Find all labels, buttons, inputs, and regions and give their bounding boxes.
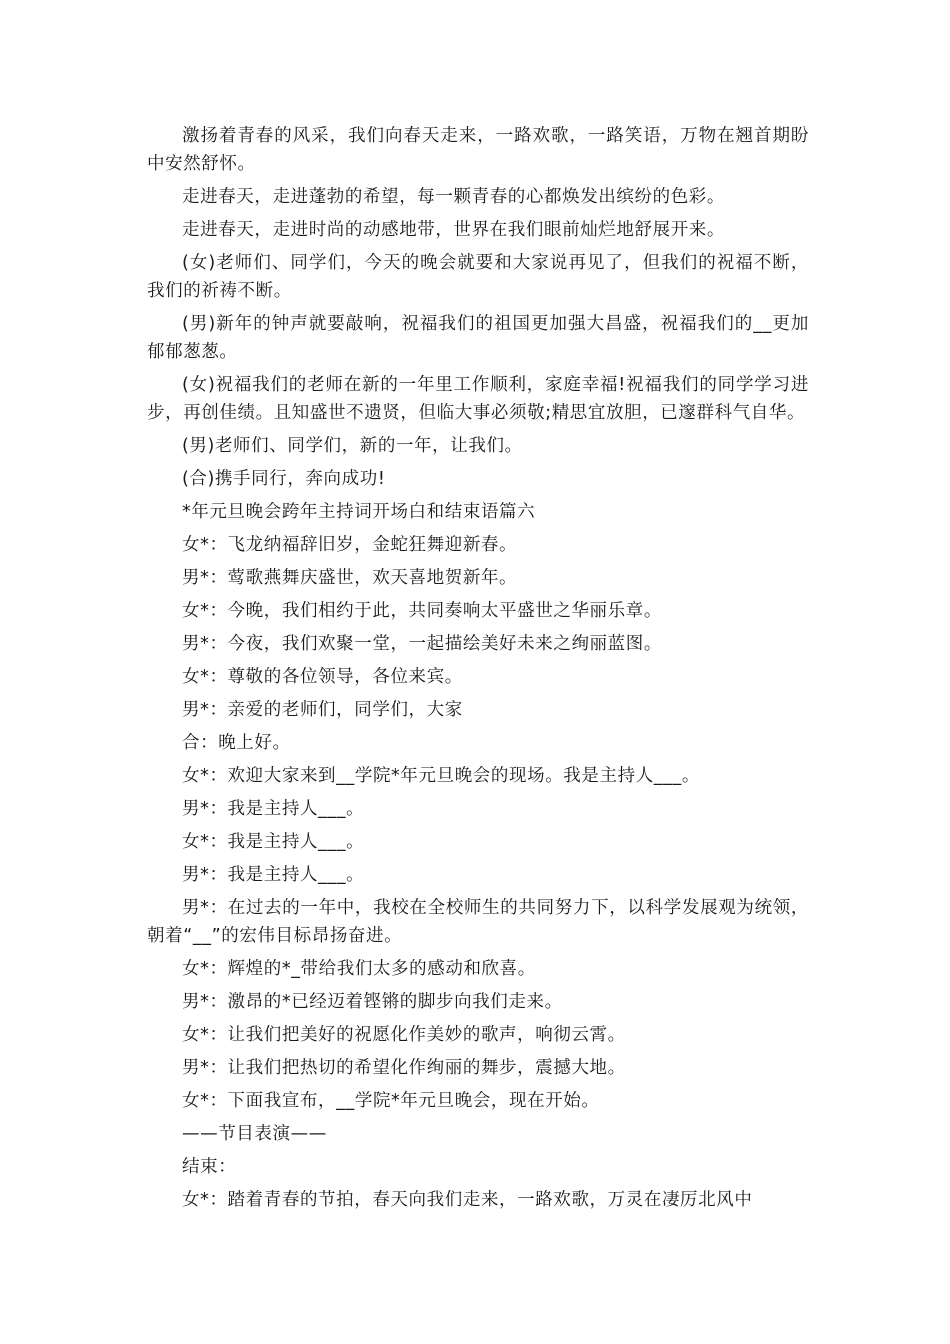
paragraph: 男*：今夜，我们欢聚一堂，一起描绘美好未来之绚丽蓝图。 <box>182 634 662 654</box>
paragraph: 走进春天，走进时尚的动感地带，世界在我们眼前灿烂地舒展开来。 <box>182 220 725 240</box>
paragraph: 男*：在过去的一年中，我校在全校师生的共同努力下，以科学发展观为统领，朝着“__”的宏伟目标昂扬奋进。 <box>147 898 809 946</box>
paragraph: 女*：尊敬的各位领导，各位来宾。 <box>182 667 463 687</box>
paragraph: 女*：欢迎大家来到__学院*年元旦晚会的现场。我是主持人___。 <box>182 766 700 786</box>
paragraph: (男)老师们、同学们，新的一年，让我们。 <box>182 436 523 456</box>
paragraph: 女*：飞龙纳福辞旧岁，金蛇狂舞迎新春。 <box>182 535 518 555</box>
paragraph: 男*：亲爱的老师们，同学们，大家 <box>182 700 463 720</box>
paragraph: 男*：我是主持人___。 <box>182 799 365 819</box>
program-divider: ——节目表演—— <box>182 1124 327 1144</box>
paragraph: 男*：我是主持人___。 <box>182 865 365 885</box>
paragraph: (女)老师们、同学们，今天的晚会就要和大家说再见了，但我们的祝福不断，我们的祈祷不断。 <box>147 253 809 301</box>
paragraph: (女)祝福我们的老师在新的一年里工作顺利，家庭幸福!祝福我们的同学学习进步，再创佳绩。且知盛世不遗贤，但临大事必须敬;精思宜放胆，已邃群科气自华。 <box>147 375 809 423</box>
paragraph: (合)携手同行，奔向成功! <box>182 469 386 489</box>
paragraph: 走进春天，走进蓬勃的希望，每一颗青春的心都焕发出缤纷的色彩。 <box>182 187 725 207</box>
paragraph: 男*：激昂的*已经迈着铿锵的脚步向我们走来。 <box>182 992 563 1012</box>
paragraph: 男*：让我们把热切的希望化作绚丽的舞步，震撼大地。 <box>182 1058 626 1078</box>
document-body <box>147 122 809 1219</box>
paragraph: 女*：下面我宣布，__学院*年元旦晚会，现在开始。 <box>182 1091 600 1111</box>
paragraph: (男)新年的钟声就要敲响，祝福我们的祖国更加强大昌盛，祝福我们的__更加郁郁葱葱。 <box>147 314 809 362</box>
paragraph: 女*：让我们把美好的祝愿化作美妙的歌声，响彻云霄。 <box>182 1025 626 1045</box>
paragraph: 女*：辉煌的*_带给我们太多的感动和欣喜。 <box>182 959 536 979</box>
paragraph: 合：晚上好。 <box>182 733 291 753</box>
paragraph: 女*：踏着青春的节拍，春天向我们走来，一路欢歌，万灵在凄厉北风中 <box>182 1190 753 1210</box>
section-heading: *年元旦晚会跨年主持词开场白和结束语篇六 <box>182 502 536 522</box>
closing-label: 结束： <box>182 1157 237 1177</box>
paragraph: 激扬着青春的风采，我们向春天走来，一路欢歌，一路笑语，万物在翘首期盼中安然舒怀。 <box>147 126 809 174</box>
paragraph: 女*：我是主持人___。 <box>182 832 365 852</box>
paragraph: 女*：今晚，我们相约于此，共同奏响太平盛世之华丽乐章。 <box>182 601 662 621</box>
paragraph: 男*：莺歌燕舞庆盛世，欢天喜地贺新年。 <box>182 568 518 588</box>
